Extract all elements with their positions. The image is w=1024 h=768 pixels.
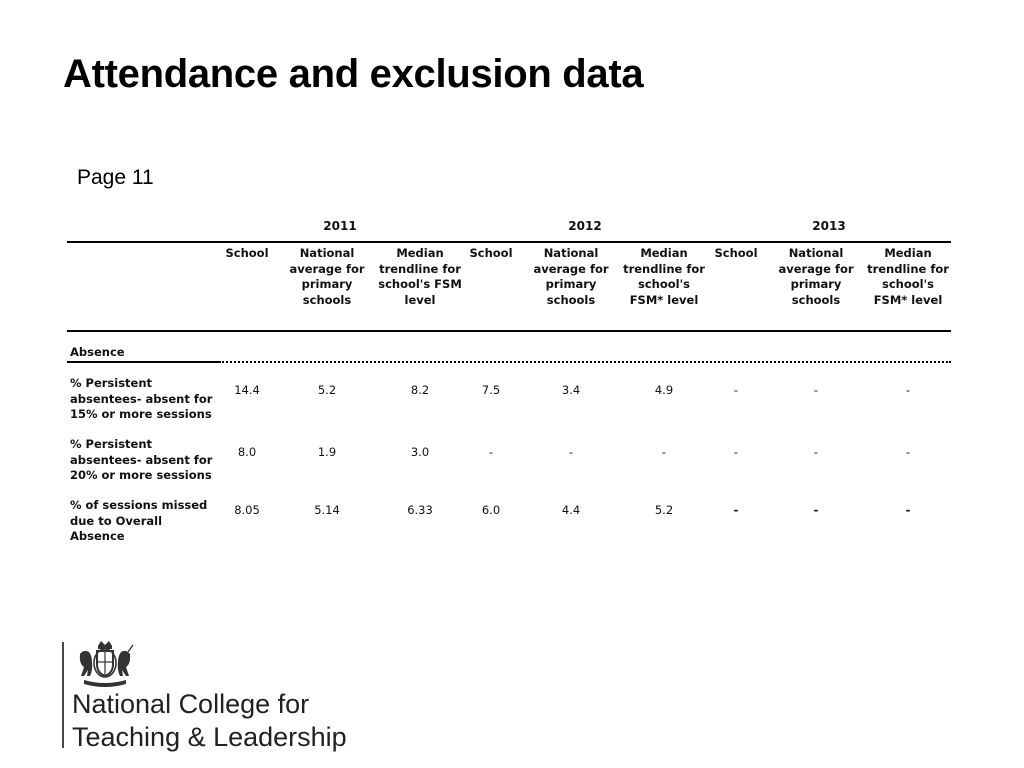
year-header-2013: 2013 xyxy=(812,219,846,233)
header-bottom-rule xyxy=(67,330,951,332)
col-header-school-2011: School xyxy=(225,246,269,260)
row-label-persistent-15: % Persistent absentees- absent for 15% or more sessions xyxy=(70,376,213,421)
table-cell: 8.05 xyxy=(234,503,260,517)
organisation-name-line2: Teaching & Leadership xyxy=(72,722,347,752)
table-cell: 14.4 xyxy=(234,383,260,397)
table-cell: - xyxy=(661,445,667,459)
table-cell: 5.14 xyxy=(314,503,340,517)
section-dotted-rule xyxy=(219,361,951,363)
attendance-table xyxy=(67,212,951,542)
table-cell: - xyxy=(905,445,911,459)
table-cell: - xyxy=(488,445,494,459)
table-cell: 1.9 xyxy=(317,445,337,459)
col-header-national-2011: National average for primary schools xyxy=(289,246,365,307)
table-cell: - xyxy=(813,445,819,459)
table-cell: - xyxy=(813,503,819,517)
table-cell: - xyxy=(813,383,819,397)
row-label-sessions-missed: % of sessions missed due to Overall Absence xyxy=(70,498,208,543)
table-cell: - xyxy=(733,383,739,397)
organisation-name xyxy=(72,688,347,754)
col-header-school-2012: School xyxy=(469,246,513,260)
col-header-national-2012: National average for primary schools xyxy=(533,246,609,307)
row-label-persistent-20: % Persistent absentees- absent for 20% or more sessions xyxy=(70,437,213,482)
table-cell: 5.2 xyxy=(317,383,337,397)
organisation-logo xyxy=(62,640,392,750)
table-cell: 5.2 xyxy=(654,503,674,517)
table-cell: - xyxy=(568,445,574,459)
table-cell: 3.0 xyxy=(410,445,430,459)
organisation-name-line1: National College for xyxy=(72,689,310,719)
page-reference: Page 11 xyxy=(77,166,154,189)
table-cell: - xyxy=(733,445,739,459)
table-cell: 8.0 xyxy=(237,445,257,459)
col-header-median-2011: Median trendline for school's FSM level xyxy=(378,246,462,307)
table-cell: - xyxy=(733,503,739,517)
logo-divider xyxy=(62,642,64,748)
year-header-2012: 2012 xyxy=(568,219,602,233)
table-cell: 4.4 xyxy=(561,503,581,517)
royal-coat-of-arms-icon xyxy=(72,640,138,688)
table-cell: - xyxy=(905,503,911,517)
section-rule xyxy=(67,361,219,363)
table-cell: 7.5 xyxy=(481,383,501,397)
table-cell: - xyxy=(905,383,911,397)
header-top-rule xyxy=(67,241,951,243)
table-cell: 6.0 xyxy=(481,503,501,517)
section-label-absence: Absence xyxy=(70,345,125,359)
col-header-school-2013: School xyxy=(714,246,758,260)
col-header-median-2013: Median trendline for school's FSM* level xyxy=(867,246,949,307)
table-cell: 8.2 xyxy=(410,383,430,397)
table-cell: 6.33 xyxy=(407,503,433,517)
slide-title: Attendance and exclusion data xyxy=(63,52,644,96)
year-header-2011: 2011 xyxy=(323,219,357,233)
col-header-median-2012: Median trendline for school's FSM* level xyxy=(623,246,705,307)
table-cell: 4.9 xyxy=(654,383,674,397)
col-header-national-2013: National average for primary schools xyxy=(778,246,854,307)
table-cell: 3.4 xyxy=(561,383,581,397)
